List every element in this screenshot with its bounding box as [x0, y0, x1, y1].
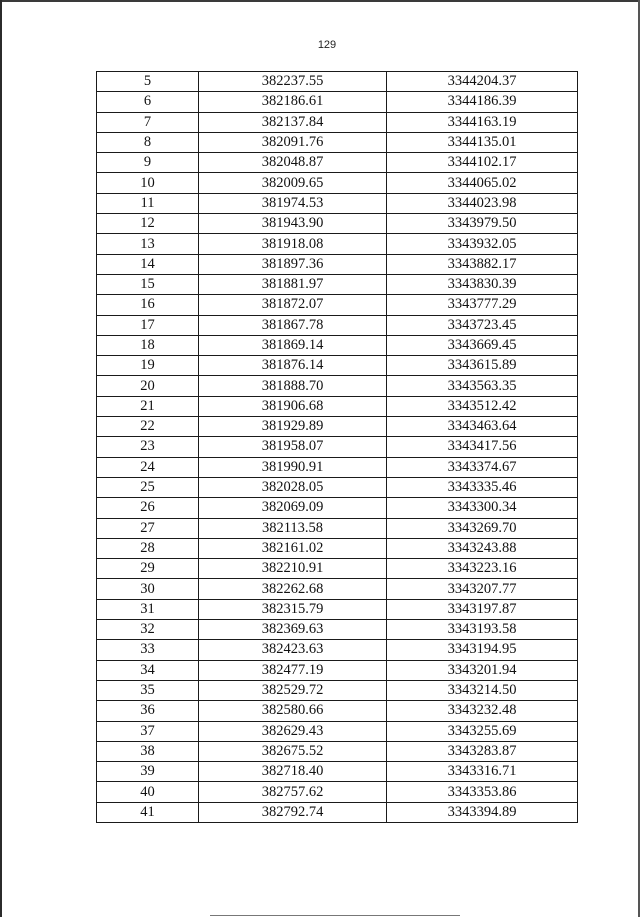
point-number-cell: 20 — [97, 376, 199, 396]
point-number-cell: 30 — [97, 579, 199, 599]
point-number-cell: 35 — [97, 680, 199, 700]
x-coordinate-cell: 382477.19 — [199, 660, 387, 680]
point-number-cell: 13 — [97, 234, 199, 254]
scan-edge-top — [0, 0, 640, 2]
y-coordinate-cell: 3343194.95 — [387, 640, 578, 660]
y-coordinate-cell: 3343193.58 — [387, 620, 578, 640]
point-number-cell: 32 — [97, 620, 199, 640]
y-coordinate-cell: 3343979.50 — [387, 214, 578, 234]
x-coordinate-cell: 382009.65 — [199, 173, 387, 193]
x-coordinate-cell: 381867.78 — [199, 315, 387, 335]
page-number: 129 — [317, 39, 337, 51]
table-row — [97, 599, 578, 619]
y-coordinate-cell: 3343316.71 — [387, 762, 578, 782]
point-number-cell: 28 — [97, 538, 199, 558]
x-coordinate-cell: 382675.52 — [199, 741, 387, 761]
point-number-cell: 17 — [97, 315, 199, 335]
y-coordinate-cell: 3344135.01 — [387, 132, 578, 152]
y-coordinate-cell: 3343830.39 — [387, 274, 578, 294]
x-coordinate-cell: 382186.61 — [199, 92, 387, 112]
table-row — [97, 559, 578, 579]
x-coordinate-cell: 381918.08 — [199, 234, 387, 254]
y-coordinate-cell: 3344065.02 — [387, 173, 578, 193]
y-coordinate-cell: 3343932.05 — [387, 234, 578, 254]
table-row — [97, 640, 578, 660]
x-coordinate-cell: 382048.87 — [199, 153, 387, 173]
y-coordinate-cell: 3343197.87 — [387, 599, 578, 619]
x-coordinate-cell: 381990.91 — [199, 457, 387, 477]
x-coordinate-cell: 382792.74 — [199, 802, 387, 822]
y-coordinate-cell: 3344186.39 — [387, 92, 578, 112]
table-row — [97, 295, 578, 315]
point-number-cell: 22 — [97, 417, 199, 437]
point-number-cell: 29 — [97, 559, 199, 579]
x-coordinate-cell: 381974.53 — [199, 193, 387, 213]
coordinate-table — [96, 71, 578, 823]
scan-edge-left — [0, 0, 2, 917]
x-coordinate-cell: 382369.63 — [199, 620, 387, 640]
y-coordinate-cell: 3343563.35 — [387, 376, 578, 396]
table-row — [97, 457, 578, 477]
table-row — [97, 437, 578, 457]
table-row — [97, 498, 578, 518]
x-coordinate-cell: 381929.89 — [199, 417, 387, 437]
scan-edge-bottom — [210, 915, 460, 916]
point-number-cell: 24 — [97, 457, 199, 477]
point-number-cell: 33 — [97, 640, 199, 660]
table-row — [97, 335, 578, 355]
y-coordinate-cell: 3343417.56 — [387, 437, 578, 457]
y-coordinate-cell: 3343882.17 — [387, 254, 578, 274]
x-coordinate-cell: 382718.40 — [199, 762, 387, 782]
point-number-cell: 41 — [97, 802, 199, 822]
y-coordinate-cell: 3343283.87 — [387, 741, 578, 761]
y-coordinate-cell: 3343374.67 — [387, 457, 578, 477]
y-coordinate-cell: 3343300.34 — [387, 498, 578, 518]
x-coordinate-cell: 382161.02 — [199, 538, 387, 558]
y-coordinate-cell: 3343255.69 — [387, 721, 578, 741]
point-number-cell: 39 — [97, 762, 199, 782]
table-row — [97, 396, 578, 416]
table-row — [97, 680, 578, 700]
table-row — [97, 741, 578, 761]
y-coordinate-cell: 3343201.94 — [387, 660, 578, 680]
y-coordinate-cell: 3344023.98 — [387, 193, 578, 213]
y-coordinate-cell: 3343214.50 — [387, 680, 578, 700]
table-row — [97, 193, 578, 213]
point-number-cell: 7 — [97, 112, 199, 132]
table-row — [97, 518, 578, 538]
point-number-cell: 5 — [97, 72, 199, 92]
point-number-cell: 25 — [97, 477, 199, 497]
x-coordinate-cell: 382069.09 — [199, 498, 387, 518]
point-number-cell: 11 — [97, 193, 199, 213]
point-number-cell: 19 — [97, 356, 199, 376]
y-coordinate-cell: 3343223.16 — [387, 559, 578, 579]
y-coordinate-cell: 3344163.19 — [387, 112, 578, 132]
x-coordinate-cell: 382113.58 — [199, 518, 387, 538]
point-number-cell: 26 — [97, 498, 199, 518]
x-coordinate-cell: 381881.97 — [199, 274, 387, 294]
x-coordinate-cell: 381897.36 — [199, 254, 387, 274]
table-row — [97, 701, 578, 721]
point-number-cell: 9 — [97, 153, 199, 173]
table-row — [97, 376, 578, 396]
table-row — [97, 254, 578, 274]
table-row — [97, 92, 578, 112]
point-number-cell: 34 — [97, 660, 199, 680]
table-row — [97, 315, 578, 335]
table-row — [97, 721, 578, 741]
y-coordinate-cell: 3344204.37 — [387, 72, 578, 92]
x-coordinate-cell: 382237.55 — [199, 72, 387, 92]
point-number-cell: 12 — [97, 214, 199, 234]
table-row — [97, 477, 578, 497]
y-coordinate-cell: 3343232.48 — [387, 701, 578, 721]
y-coordinate-cell: 3343512.42 — [387, 396, 578, 416]
x-coordinate-cell: 381872.07 — [199, 295, 387, 315]
point-number-cell: 37 — [97, 721, 199, 741]
table-row — [97, 234, 578, 254]
x-coordinate-cell: 382210.91 — [199, 559, 387, 579]
y-coordinate-cell: 3343669.45 — [387, 335, 578, 355]
x-coordinate-cell: 382262.68 — [199, 579, 387, 599]
y-coordinate-cell: 3343463.64 — [387, 417, 578, 437]
x-coordinate-cell: 381958.07 — [199, 437, 387, 457]
point-number-cell: 6 — [97, 92, 199, 112]
x-coordinate-cell: 381888.70 — [199, 376, 387, 396]
point-number-cell: 36 — [97, 701, 199, 721]
table-row — [97, 417, 578, 437]
table-row — [97, 762, 578, 782]
table-row — [97, 153, 578, 173]
x-coordinate-cell: 382091.76 — [199, 132, 387, 152]
point-number-cell: 16 — [97, 295, 199, 315]
table-row — [97, 579, 578, 599]
point-number-cell: 31 — [97, 599, 199, 619]
y-coordinate-cell: 3343353.86 — [387, 782, 578, 802]
x-coordinate-cell: 382028.05 — [199, 477, 387, 497]
y-coordinate-cell: 3343777.29 — [387, 295, 578, 315]
y-coordinate-cell: 3344102.17 — [387, 153, 578, 173]
y-coordinate-cell: 3343335.46 — [387, 477, 578, 497]
point-number-cell: 40 — [97, 782, 199, 802]
table-row — [97, 620, 578, 640]
point-number-cell: 38 — [97, 741, 199, 761]
table-row — [97, 112, 578, 132]
y-coordinate-cell: 3343207.77 — [387, 579, 578, 599]
table-row — [97, 173, 578, 193]
x-coordinate-cell: 382137.84 — [199, 112, 387, 132]
point-number-cell: 21 — [97, 396, 199, 416]
point-number-cell: 8 — [97, 132, 199, 152]
table-row — [97, 356, 578, 376]
x-coordinate-cell: 381906.68 — [199, 396, 387, 416]
coordinate-table-body — [97, 72, 578, 823]
table-row — [97, 274, 578, 294]
x-coordinate-cell: 381943.90 — [199, 214, 387, 234]
y-coordinate-cell: 3343243.88 — [387, 538, 578, 558]
x-coordinate-cell: 382629.43 — [199, 721, 387, 741]
table-row — [97, 802, 578, 822]
point-number-cell: 10 — [97, 173, 199, 193]
table-row — [97, 72, 578, 92]
x-coordinate-cell: 382529.72 — [199, 680, 387, 700]
y-coordinate-cell: 3343394.89 — [387, 802, 578, 822]
y-coordinate-cell: 3343269.70 — [387, 518, 578, 538]
table-row — [97, 538, 578, 558]
point-number-cell: 18 — [97, 335, 199, 355]
table-row — [97, 214, 578, 234]
table-row — [97, 660, 578, 680]
x-coordinate-cell: 381869.14 — [199, 335, 387, 355]
x-coordinate-cell: 381876.14 — [199, 356, 387, 376]
point-number-cell: 15 — [97, 274, 199, 294]
x-coordinate-cell: 382757.62 — [199, 782, 387, 802]
y-coordinate-cell: 3343723.45 — [387, 315, 578, 335]
x-coordinate-cell: 382423.63 — [199, 640, 387, 660]
table-row — [97, 782, 578, 802]
point-number-cell: 23 — [97, 437, 199, 457]
x-coordinate-cell: 382315.79 — [199, 599, 387, 619]
y-coordinate-cell: 3343615.89 — [387, 356, 578, 376]
point-number-cell: 14 — [97, 254, 199, 274]
point-number-cell: 27 — [97, 518, 199, 538]
x-coordinate-cell: 382580.66 — [199, 701, 387, 721]
table-row — [97, 132, 578, 152]
